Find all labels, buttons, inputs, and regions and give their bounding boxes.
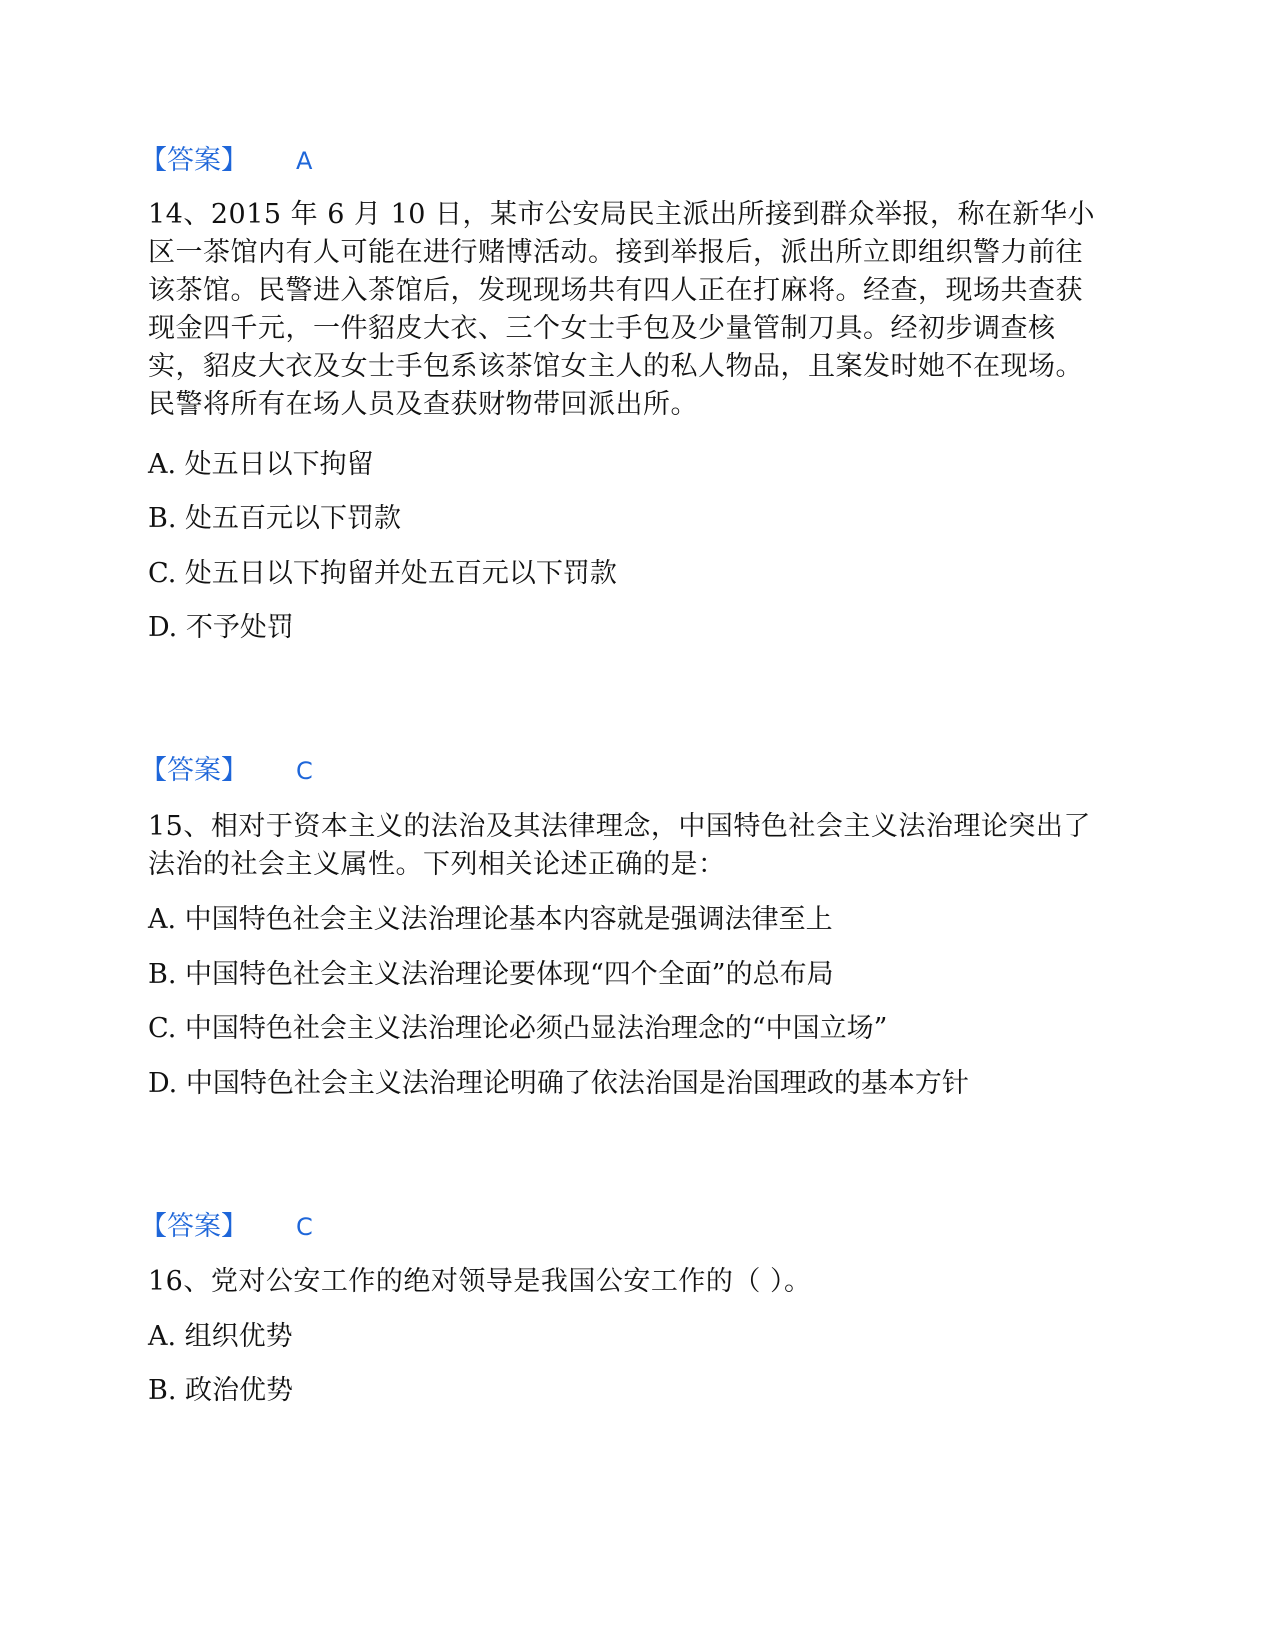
- answer-value: A: [296, 147, 313, 175]
- question-15-option-a: A. 中国特色社会主义法治理论基本内容就是强调法律至上: [148, 904, 833, 935]
- answer-line: [140, 753, 313, 789]
- question-14-option-b: B. 处五百元以下罚款: [148, 503, 402, 534]
- question-15-option-b: B. 中国特色社会主义法治理论要体现“四个全面”的总布局: [148, 959, 834, 990]
- answer-label: 【答案】: [140, 1211, 248, 1242]
- question-14-option-c: C. 处五日以下拘留并处五百元以下罚款: [148, 558, 617, 589]
- question-14-option-d: D. 不予处罚: [148, 612, 294, 643]
- question-16-option-b: B. 政治优势: [148, 1375, 294, 1406]
- question-14-stem: 14、2015 年 6 月 10 日，某市公安局民主派出所接到群众举报，称在新华小区一茶馆内有人可能在进行赌博活动。接到举报后，派出所立即组织警力前往该茶馆。民警进入茶馆后，发现现场共有四人正在打麻将。经查，现场共查获现金四千元，一件貂皮大衣、三个女士手包及少量管制刀具。经初步调查核实，貂皮大衣及女士手包系该茶馆女主人的私人物品，且案发时她不在现场。民警将所有在场人员及查获财物带回派出所。: [148, 199, 1096, 420]
- question-16-stem: 16、党对公安工作的绝对领导是我国公安工作的（ ）。: [148, 1266, 812, 1297]
- answer-label: 【答案】: [140, 755, 248, 786]
- question-15-stem: 15、相对于资本主义的法治及其法律理念，中国特色社会主义法治理论突出了法治的社会主义属性。下列相关论述正确的是：: [148, 811, 1091, 880]
- question-16-option-a: A. 组织优势: [148, 1321, 293, 1352]
- answer-line: [140, 143, 312, 179]
- answer-value: C: [296, 1213, 313, 1241]
- question-14-option-a: A. 处五日以下拘留: [148, 449, 374, 480]
- question-15-option-d: D. 中国特色社会主义法治理论明确了依法治国是治国理政的基本方针: [148, 1068, 969, 1099]
- answer-value: C: [296, 757, 313, 785]
- question-15-option-c: C. 中国特色社会主义法治理论必须凸显法治理念的“中国立场”: [148, 1013, 888, 1044]
- answer-line: [140, 1209, 313, 1245]
- answer-label: 【答案】: [140, 145, 248, 176]
